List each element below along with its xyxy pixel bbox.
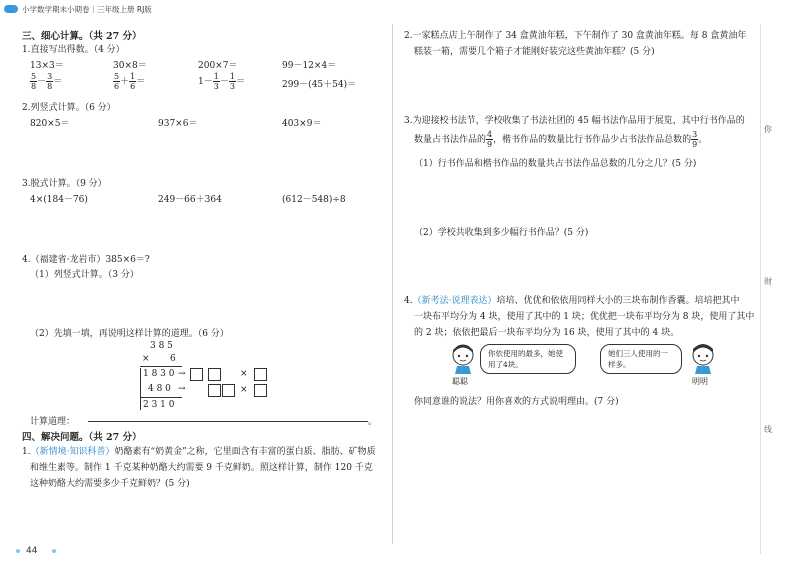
vert-bracket-line: [140, 368, 141, 410]
p2-line-1: 2.一家糕点店上午制作了 34 盒黄油年糕，下午制作了 30 盒黄油年糕。每 8 盒黄油年: [404, 31, 747, 41]
answer-box[interactable]: [208, 368, 221, 381]
vertical-calc-2: 937×6＝: [158, 119, 198, 129]
p3-line-1: 3.为迎接校书法节，学校收集了书法社团的 45 幅书法作品用于展览，其中行书作品的: [404, 116, 745, 126]
section-4-title: 四、解决问题。（共 27 分）: [22, 432, 142, 443]
p3-sub-1: （1）行书作品和楷书作品的数量共占书法作品总数的几分之几？(5 分): [414, 159, 697, 169]
fraction: $\frac{1}{6}$: [130, 72, 136, 91]
vertical-calc-1: 820×5＝: [30, 119, 70, 129]
binding-edge-line: [760, 24, 761, 554]
section-3-title: 三、细心计算。（共 27 分）: [22, 31, 142, 42]
fraction: $\frac{3}{8}$: [47, 72, 53, 91]
vert-times-sign: ×: [142, 354, 150, 364]
p1-line-1: 1.（新情境·知识科普）奶酪素有“奶黄金”之称，它里面含有丰富的蛋白质、脂肪、矿物质: [22, 447, 376, 457]
p4-tag: （新考法·说理表达）: [412, 296, 497, 306]
vert-multiplicand: 3 8 5: [150, 341, 173, 351]
q4-part2: （2）先填一填，再说明这样计算的道理。（6 分）: [30, 329, 229, 339]
fraction: $\frac{1}{3}$: [229, 72, 235, 91]
p1-tag: （新情境·知识科普）: [30, 447, 115, 457]
p2-line-2: 糕装一箱，需要几个箱子才能刚好装完这些黄油年糕？(5 分): [414, 47, 655, 57]
stepwise-calc-2: 249－66＋364: [158, 195, 222, 205]
vert-partial-1: 1 8 3 0: [143, 369, 175, 379]
name-congcong: 聪聪: [452, 377, 468, 386]
q4-title: 4.（福建省·龙岩市）385×6＝?: [22, 255, 150, 265]
times-sign: ×: [240, 385, 248, 395]
column-divider: [392, 24, 393, 544]
calc-8: 299－(45＋54)＝: [282, 80, 357, 90]
fraction: $\frac{1}{3}$: [213, 72, 219, 91]
times-sign: ×: [240, 369, 248, 379]
vert-partial-2: 4 8 0: [148, 384, 171, 394]
page-dot: [52, 549, 56, 553]
boy-congcong-icon: [448, 342, 478, 374]
name-mingming: 明明: [692, 377, 708, 386]
arrow-1: →: [178, 369, 186, 379]
arrow-2: →: [178, 384, 186, 394]
answer-box[interactable]: [254, 384, 267, 397]
p4-question: 你同意谁的说法？用你喜欢的方式说明理由。(7 分): [414, 397, 619, 407]
q1-title: 1.直接写出得数。（4 分）: [22, 45, 125, 55]
stepwise-calc-3: (612－548)÷8: [282, 195, 346, 205]
vert-rule-2: [140, 397, 182, 398]
p4-line-2: 一块布平均分为 4 块，使用了其中的 1 块；优优把一块布平均分为 8 块，使用了其中: [414, 312, 755, 322]
margin-char-3: 线: [764, 425, 772, 434]
vert-result: 2 3 1 0: [143, 400, 175, 410]
header-badge: [4, 5, 18, 13]
speech-bubble-left: 你依使用的最多，她使用了4块。: [480, 344, 576, 374]
answer-box[interactable]: [208, 384, 221, 397]
vert-rule-1: [140, 366, 182, 367]
q2-title: 2.列竖式计算。（6 分）: [22, 103, 116, 113]
vertical-calc-3: 403×9＝: [282, 119, 322, 129]
page-number: 44: [26, 546, 38, 556]
p1-line-3: 这种奶酪大约需要多少千克鲜奶？(5 分): [30, 479, 190, 489]
header-title: 小学数学期末小期卷｜三年级上册 RJ版: [22, 5, 152, 14]
calc-4: 99－12×4＝: [282, 61, 337, 71]
reason-end: 。: [368, 417, 378, 427]
p3-sub-2: （2）学校共收集到多少幅行书作品？(5 分): [414, 228, 589, 238]
fraction: $\frac{3}{9}$: [692, 130, 698, 149]
vert-multiplier: 6: [170, 354, 176, 364]
p1-line-2: 和维生素等。制作 1 千克某种奶酪大约需要 9 千克鲜奶。照这样计算，制作 120 千克: [30, 463, 373, 473]
margin-char-2: 财: [764, 277, 772, 286]
frac-calc-c: 1－ $\frac{1}{3}$ － $\frac{1}{3}$ ＝: [198, 72, 245, 91]
p4-line-1: 4.（新考法·说理表达）培培、优优和依依用同样大小的三块布制作香囊。培培把其中: [404, 296, 740, 306]
fraction: $\frac{5}{6}$: [114, 72, 120, 91]
calc-1: 13×3＝: [30, 61, 64, 71]
frac-calc-b: $\frac{5}{6}$ ＋ $\frac{1}{6}$ ＝: [114, 72, 146, 91]
fraction: $\frac{5}{8}$: [31, 72, 37, 91]
page-dot: [16, 549, 20, 553]
p3-line-2: 数量占书法作品的 $\frac{4}{9}$ ，楷书作品的数量比行书作品少占书法作品总数的 $\frac{3}{9}$ 。: [414, 130, 708, 149]
boy-mingming-icon: [688, 342, 718, 374]
answer-box[interactable]: [190, 368, 203, 381]
calc-2: 30×8＝: [113, 61, 147, 71]
q3-title: 3.脱式计算。（9 分）: [22, 179, 107, 189]
answer-box[interactable]: [222, 384, 235, 397]
frac-calc-a: $\frac{5}{8}$ － $\frac{3}{8}$ ＝: [31, 72, 63, 91]
speech-bubble-right: 她们三人使用的一样多。: [600, 344, 682, 374]
stepwise-calc-1: 4×(184－76): [30, 195, 88, 205]
fraction: $\frac{4}{9}$: [487, 130, 493, 149]
q4-part1: （1）列竖式计算。（3 分）: [30, 270, 139, 280]
reason-answer-line[interactable]: [88, 421, 368, 422]
p4-line-3: 的 2 块；依依把最后一块布平均分为 16 块，使用了其中的 4 块。: [414, 328, 680, 338]
calc-3: 200×7＝: [198, 61, 238, 71]
answer-box[interactable]: [254, 368, 267, 381]
reason-label: 计算道理：: [30, 417, 76, 427]
margin-char-1: 你: [764, 125, 772, 134]
